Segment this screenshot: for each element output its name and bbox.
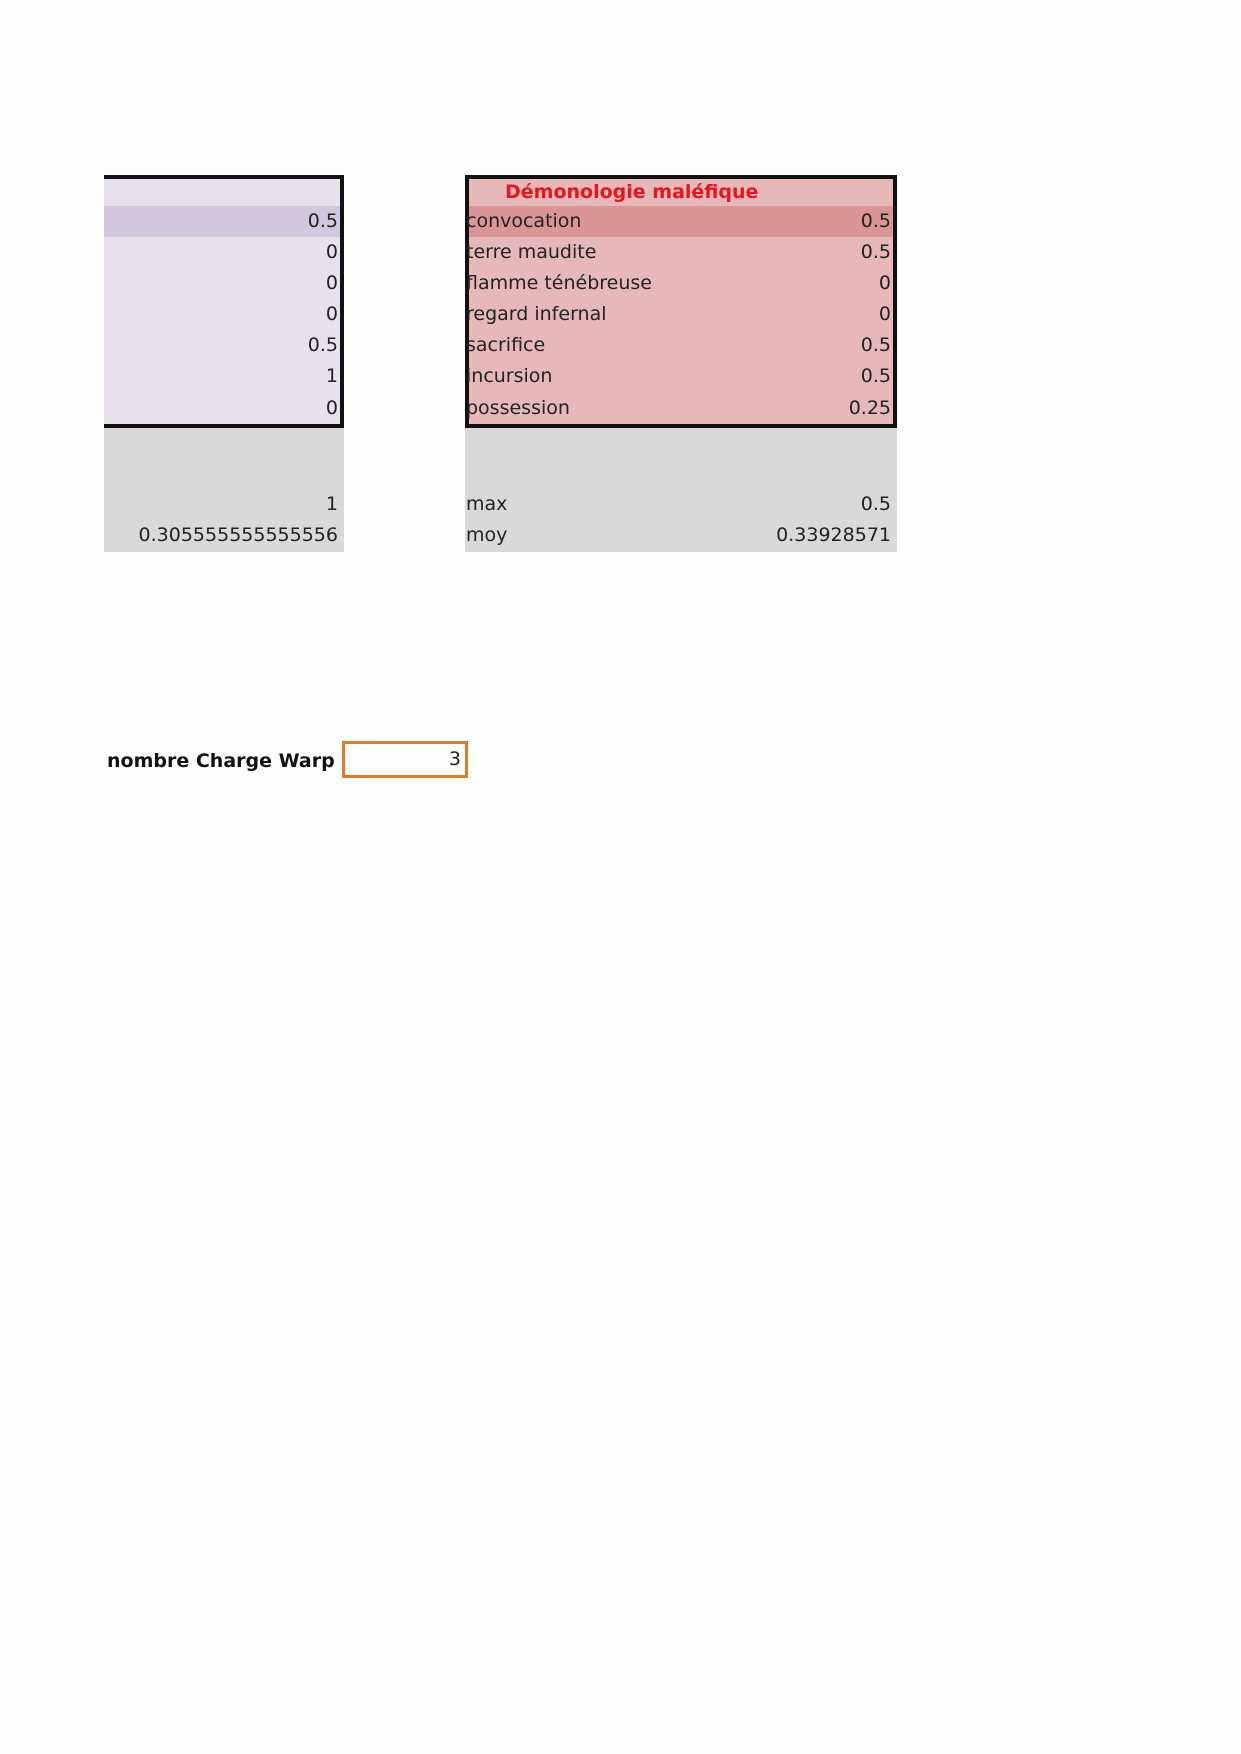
warp-charge-cell[interactable]: 3 bbox=[342, 741, 468, 778]
left-cell-value-5[interactable]: 0.5 bbox=[307, 334, 338, 356]
right-row-value-4[interactable]: 0 bbox=[878, 303, 891, 325]
left-cell-value-4[interactable]: 0 bbox=[325, 303, 338, 325]
left-max-value[interactable]: 1 bbox=[325, 493, 338, 515]
right-row-label-3[interactable]: flamme ténébreuse bbox=[466, 272, 653, 294]
warp-charge-label: nombre Charge Warp bbox=[107, 750, 335, 772]
right-row-label-6[interactable]: incursion bbox=[466, 365, 553, 387]
right-max-label[interactable]: max bbox=[466, 493, 508, 515]
right-row-value-1[interactable]: 0.5 bbox=[860, 210, 891, 232]
left-cell-value-6[interactable]: 1 bbox=[325, 365, 338, 387]
left-cell-value-2[interactable]: 0 bbox=[325, 241, 338, 263]
right-row-label-2[interactable]: terre maudite bbox=[466, 241, 597, 263]
right-row-label-7[interactable]: possession bbox=[466, 397, 570, 419]
left-cell-value-7[interactable]: 0 bbox=[325, 397, 338, 419]
right-max-value[interactable]: 0.5 bbox=[860, 493, 891, 515]
left-cell-value-1[interactable]: 0.5 bbox=[307, 210, 338, 232]
right-table-title: Démonologie maléfique bbox=[505, 181, 759, 203]
right-row-value-2[interactable]: 0.5 bbox=[860, 241, 891, 263]
left-avg-value[interactable]: 0.305555555555556 bbox=[138, 524, 338, 546]
right-row-value-5[interactable]: 0.5 bbox=[860, 334, 891, 356]
right-row-label-1[interactable]: convocation bbox=[466, 210, 582, 232]
right-row-value-6[interactable]: 0.5 bbox=[860, 365, 891, 387]
right-row-label-5[interactable]: sacrifice bbox=[466, 334, 546, 356]
right-avg-label[interactable]: moy bbox=[466, 524, 508, 546]
left-cell-value-3[interactable]: 0 bbox=[325, 272, 338, 294]
right-row-value-7[interactable]: 0.25 bbox=[848, 397, 891, 419]
right-avg-value[interactable]: 0.33928571 bbox=[776, 524, 891, 546]
right-row-value-3[interactable]: 0 bbox=[878, 272, 891, 294]
right-row-label-4[interactable]: regard infernal bbox=[466, 303, 607, 325]
